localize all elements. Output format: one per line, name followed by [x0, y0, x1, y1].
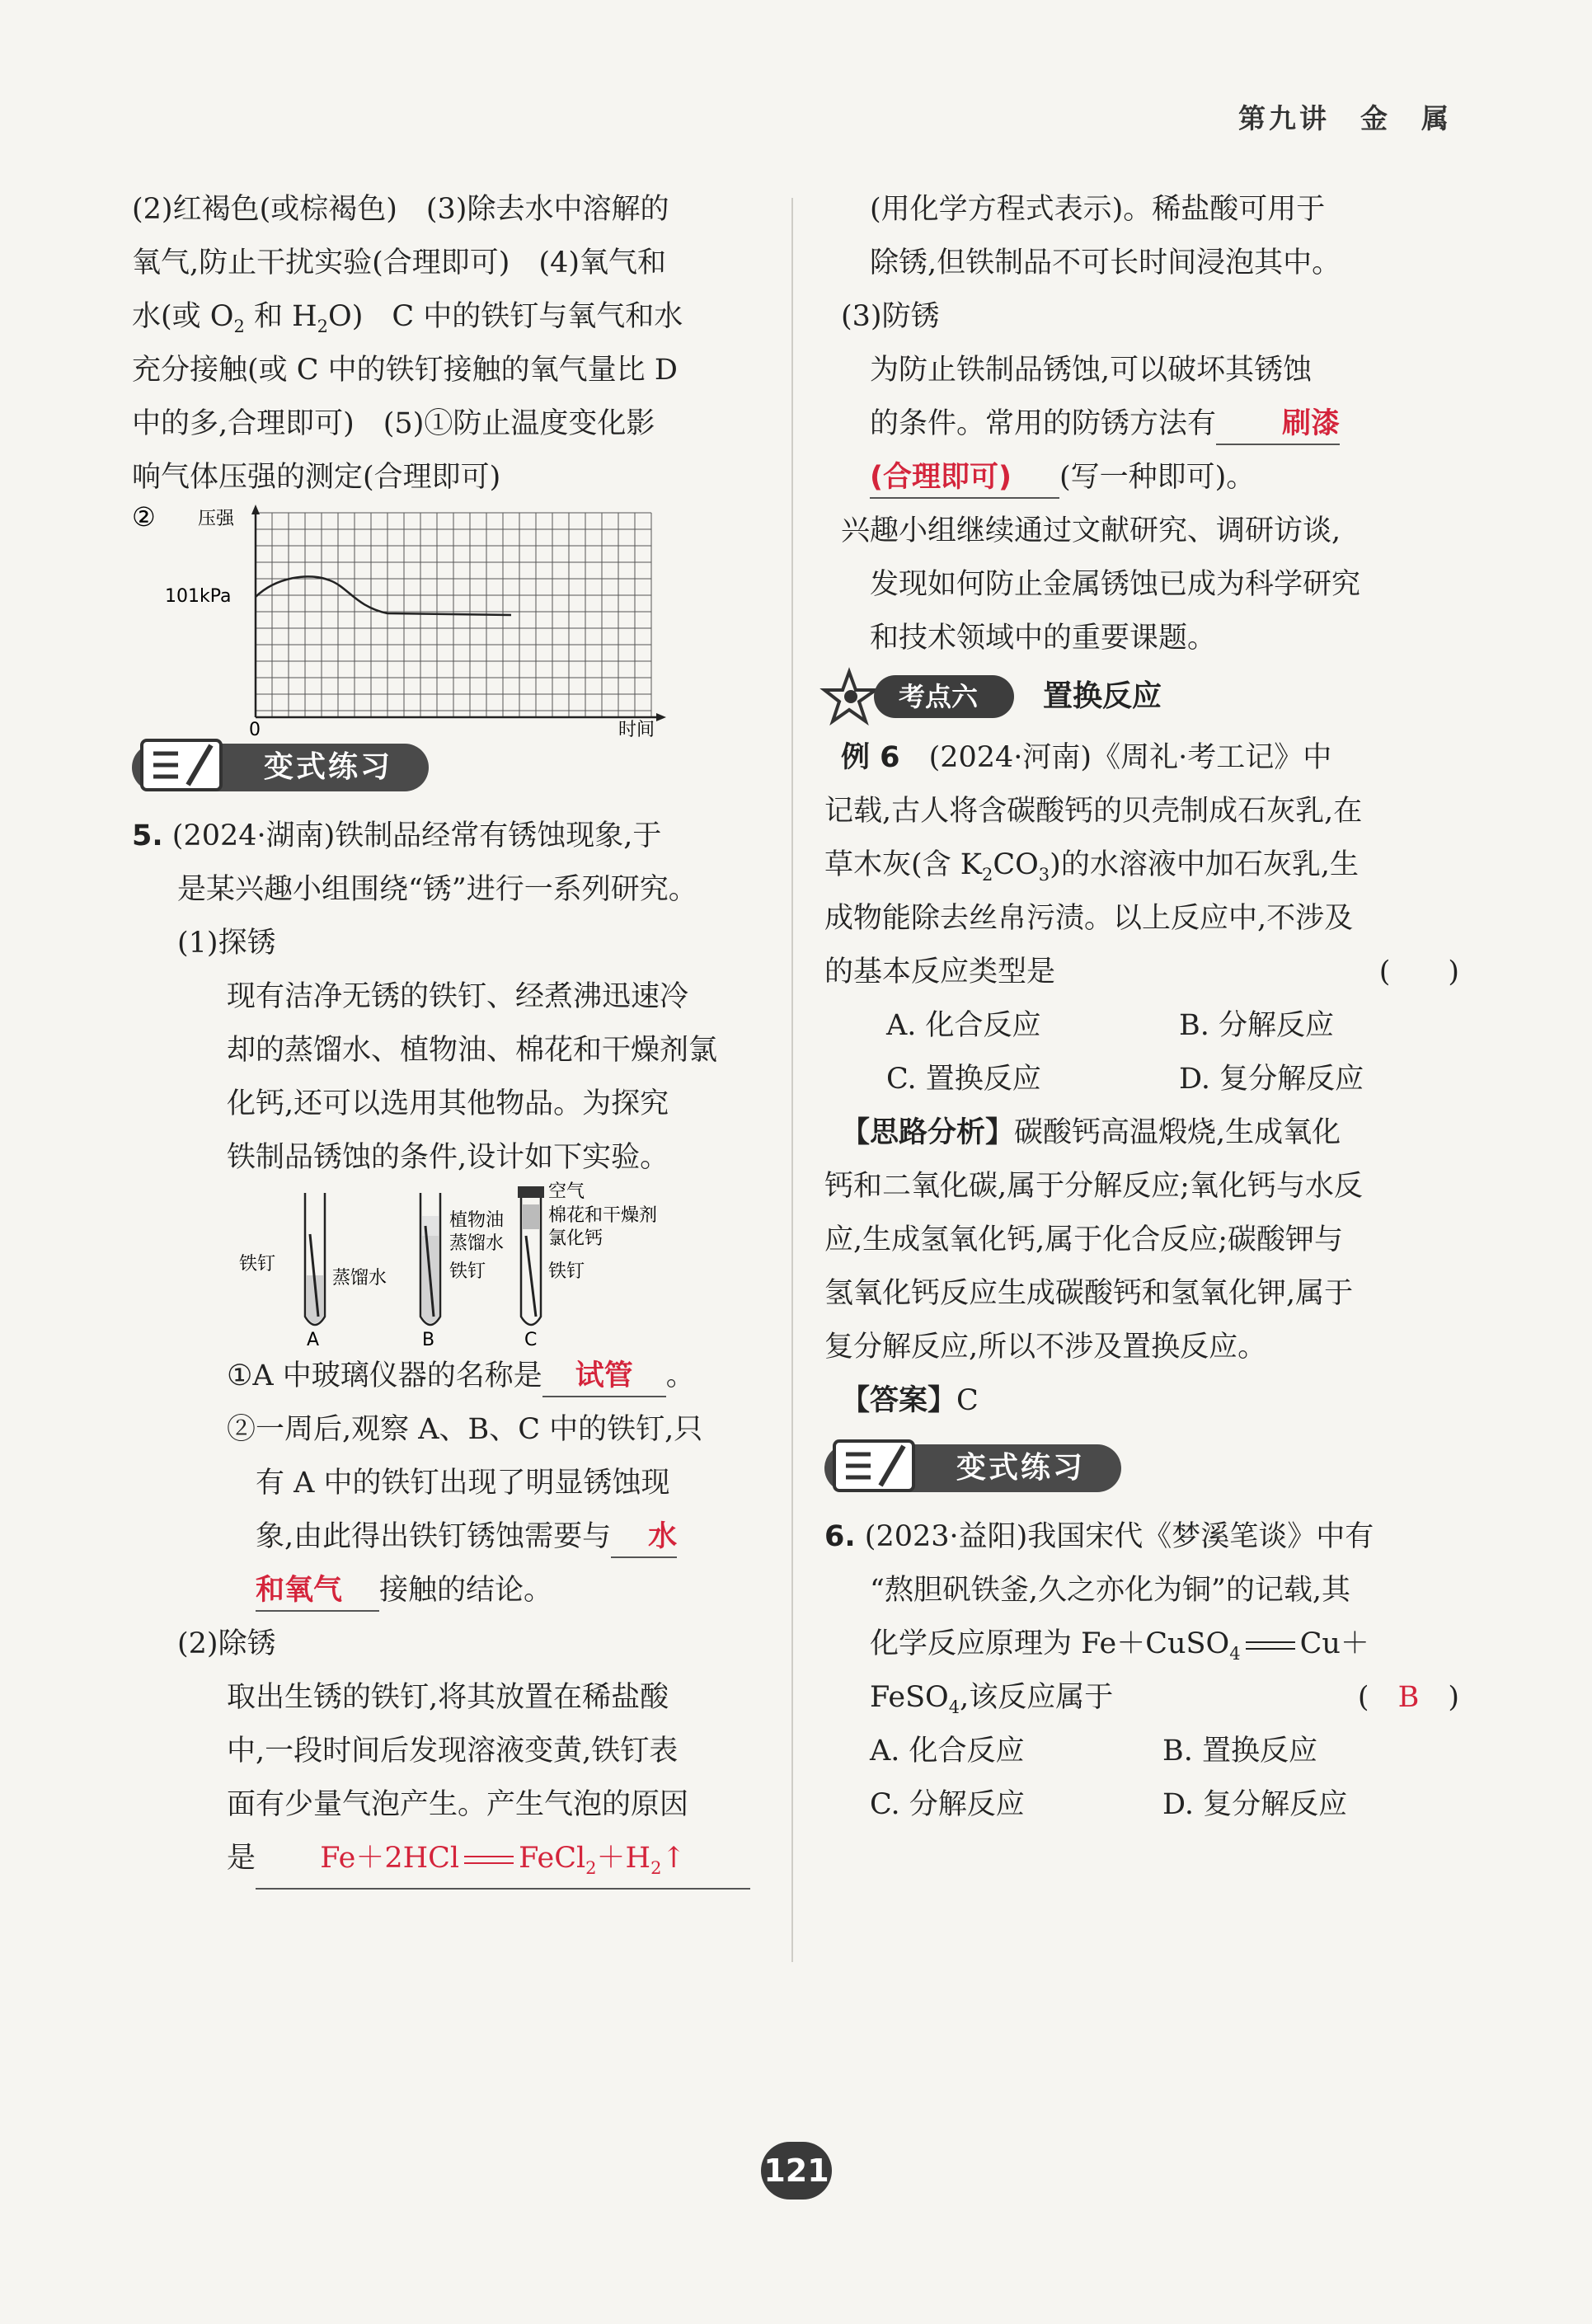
q5-line: 取出生锈的铁钉,将其放置在稀盐酸: [227, 1681, 669, 1714]
subscript: 2: [585, 1858, 597, 1878]
q5-line: (用化学方程式表示)。稀盐酸可用于: [870, 193, 1326, 226]
text: )的水溶液中加石灰乳,生: [1050, 848, 1359, 881]
label: 蒸馏水: [449, 1233, 505, 1254]
option-a: A. 化合反应: [870, 1735, 1025, 1768]
equals-sign: [1246, 1641, 1295, 1650]
q5-part: (2)除锈: [177, 1627, 276, 1660]
text: CO: [993, 848, 1039, 881]
x-axis-arrow: [656, 713, 666, 721]
tube-label: A: [307, 1330, 320, 1350]
text: 和 H: [244, 300, 317, 333]
analysis-line: 氢氧化钙反应生成碳酸钙和氢氧化钾,属于: [824, 1277, 1354, 1310]
answer-blank: 刷漆: [1216, 404, 1340, 445]
pressure-graph: [132, 501, 763, 740]
page-header: 第九讲 金 属: [1238, 102, 1452, 134]
tube-c-cotton: [523, 1204, 539, 1229]
tube-b-oil: [422, 1216, 439, 1236]
q5-line: 为防止铁制品锈蚀,可以破坏其锈蚀: [870, 354, 1313, 387]
question-5: [132, 810, 763, 863]
option-row: [824, 1778, 1459, 1832]
subscript: 4: [1229, 1644, 1241, 1664]
test-tube-svg: [132, 1181, 763, 1350]
example-label: 例 6: [841, 741, 900, 774]
q5-line: 是某兴趣小组围绕“锈”进行一系列研究。: [177, 873, 697, 906]
option-row: [824, 999, 1459, 1053]
tube-label: B: [422, 1330, 435, 1350]
option-c: C. 分解反应: [870, 1788, 1025, 1821]
option-d: D. 复分解反应: [1162, 1788, 1348, 1821]
answer-paren: ( ): [1378, 955, 1459, 988]
gas-arrow: ↑: [661, 1842, 686, 1875]
left-column: [132, 183, 763, 1885]
topic-label: 考点六: [874, 675, 1014, 718]
q5-sub1: [132, 1350, 763, 1403]
q5-line: 却的蒸馏水、植物油、棉花和干燥剂氯: [227, 1034, 718, 1067]
q5-line: 和技术领域中的重要课题。: [870, 622, 1217, 655]
q5-line: 现有洁净无锈的铁钉、经煮沸迅速冷: [227, 980, 689, 1013]
text: 化学反应原理为 Fe＋CuSO: [870, 1627, 1230, 1660]
option-a: A. 化合反应: [886, 1009, 1041, 1042]
example-line: 记载,古人将含碳酸钙的贝壳制成石灰乳,在: [824, 795, 1363, 828]
analysis-line: 应,生成氢氧化钙,属于化合反应;碳酸钾与: [824, 1223, 1344, 1256]
label: 植物油: [449, 1210, 505, 1231]
topic-banner: [824, 665, 1459, 731]
topic-title: 置换反应: [1043, 679, 1162, 713]
answer-line: 充分接触(或 C 中的铁钉接触的氧气量比 D: [132, 354, 678, 387]
text: ,该反应属于: [960, 1681, 1114, 1714]
q5-sub2-line: [132, 1564, 763, 1617]
answer-value: B: [1397, 1681, 1420, 1714]
answer-line: 氧气,防止干扰实验(合理即可) (4)氧气和: [132, 246, 667, 279]
answer-blank: 试管: [542, 1356, 666, 1397]
answer-line: 响气体压强的测定(合理即可): [132, 461, 501, 494]
q5-line: 除锈,但铁制品不可长时间浸泡其中。: [870, 246, 1341, 279]
label: 氯化钙: [548, 1228, 603, 1249]
graph-x-label: 时间: [618, 720, 655, 740]
answer-blank: (合理即可): [870, 458, 1059, 499]
analysis-label: 【思路分析】: [841, 1116, 1015, 1149]
q5-line: 面有少量气泡产生。产生气泡的原因: [227, 1788, 689, 1821]
graph-origin: 0: [249, 720, 261, 740]
text: O) C 中的铁钉与氧气和水: [328, 300, 683, 333]
option-b: B. 置换反应: [1162, 1735, 1317, 1768]
text: 是: [227, 1842, 256, 1875]
example-line: 成物能除去丝帛污渍。以上反应中,不涉及: [824, 902, 1354, 935]
book-icon: [831, 1436, 930, 1495]
subscript: 2: [650, 1858, 662, 1878]
page-number: 121: [761, 2142, 832, 2200]
example-line: [824, 946, 1459, 999]
answer: [824, 1374, 1459, 1428]
q5-line: 铁制品锈蚀的条件,设计如下实验。: [227, 1141, 669, 1174]
text: FeSO: [870, 1681, 949, 1714]
q5-sub2-line: 有 A 中的铁钉出现了明显锈蚀现: [256, 1467, 670, 1500]
q5-sub2: ②一周后,观察 A、B、C 中的铁钉,只: [227, 1413, 703, 1446]
subscript: 2: [233, 317, 245, 336]
text: 象,由此得出铁钉锈蚀需要与: [256, 1520, 612, 1553]
equation-part: FeCl: [519, 1842, 586, 1875]
paren: ): [1448, 1681, 1459, 1714]
label: 铁钉: [548, 1261, 585, 1282]
option-d: D. 复分解反应: [1179, 1063, 1364, 1096]
right-column: [824, 183, 1459, 1832]
pressure-graph-svg: [132, 501, 763, 740]
answer-blank: 和氧气: [256, 1570, 379, 1612]
test-tube-figure: [132, 1181, 763, 1350]
q5-line: 化钙,还可以选用其他物品。为探究: [227, 1087, 669, 1120]
answer-paren: [1358, 1671, 1459, 1725]
answer-line: (2)红褐色(或棕褐色) (3)除去水中溶解的: [132, 193, 669, 226]
y-axis-arrow: [251, 505, 260, 514]
option-row: [824, 1725, 1459, 1778]
label: 铁钉: [239, 1254, 276, 1275]
text: 接触的结论。: [379, 1574, 553, 1607]
answer-line: 中的多,合理即可) (5)①防止温度变化影: [132, 407, 655, 440]
equals-sign: [464, 1856, 514, 1864]
q5-line: 中,一段时间后发现溶液变黄,铁钉表: [227, 1735, 679, 1768]
book-icon: [139, 735, 237, 795]
subscript: 4: [948, 1697, 960, 1717]
example-6: [824, 731, 1459, 785]
subscript: 2: [981, 865, 993, 885]
q6-line: “熬胆矾铁釜,久之亦化为铜”的记载,其: [870, 1574, 1351, 1607]
graph-y-tick: 101kPa: [165, 586, 232, 607]
column-divider: [791, 198, 793, 1962]
analysis-line: 复分解反应,所以不涉及置换反应。: [824, 1331, 1267, 1364]
paren: (: [1357, 1681, 1369, 1714]
text: 的条件。常用的防锈方法有: [870, 407, 1217, 440]
q5-part: (1)探锈: [177, 927, 276, 960]
label: 蒸馏水: [332, 1268, 387, 1289]
equation-answer: [256, 1838, 750, 1890]
text: 的基本反应类型是: [824, 955, 1056, 988]
q5-line: 发现如何防止金属锈蚀已成为科学研究: [870, 568, 1361, 601]
label: 铁钉: [449, 1261, 486, 1282]
text: ①A 中玻璃仪器的名称是: [227, 1359, 542, 1392]
text: 。: [665, 1359, 695, 1392]
practice-banner: [824, 1436, 1459, 1502]
q5-line: [824, 397, 1459, 451]
answer-label: 【答案】: [841, 1384, 957, 1417]
tube-c-stopper: [518, 1186, 544, 1198]
example-line: [824, 838, 1459, 892]
analysis: [824, 1106, 1459, 1160]
pressure-curve: [256, 576, 511, 615]
question-6: [824, 1510, 1459, 1564]
analysis-line: 钙和二氧化碳,属于分解反应;氧化钙与水反: [824, 1170, 1363, 1203]
answer-line: [132, 290, 763, 344]
tube-label: C: [524, 1330, 538, 1350]
text: Cu＋: [1299, 1627, 1369, 1660]
q5-line: [824, 451, 1459, 505]
question-number: 5.: [132, 819, 163, 852]
q5-line: [132, 1832, 763, 1885]
text: 水(或 O: [132, 300, 234, 333]
q5-sub2-line: [132, 1510, 763, 1564]
equation-part: ＋H: [596, 1842, 651, 1875]
answer-blank: 水: [611, 1517, 677, 1558]
text: 草木灰(含 K: [824, 848, 982, 881]
text: (2024·湖南)铁制品经常有锈蚀现象,于: [171, 819, 662, 852]
option-b: B. 分解反应: [1179, 1009, 1334, 1042]
option-row: [824, 1053, 1459, 1106]
label: 棉花和干燥剂: [548, 1205, 658, 1226]
question-number: 6.: [824, 1520, 856, 1553]
q6-line: [824, 1671, 1459, 1725]
text: (2023·益阳)我国宋代《梦溪笔谈》中有: [864, 1520, 1374, 1553]
text: (写一种即可)。: [1059, 461, 1256, 494]
q5-line: 兴趣小组继续通过文献研究、调研访谈,: [841, 514, 1341, 547]
q5-part: (3)防锈: [841, 300, 940, 333]
label: 空气: [548, 1181, 585, 1202]
graph-y-label: 压强: [198, 509, 235, 529]
equation-part: Fe＋2HCl: [320, 1842, 460, 1875]
option-c: C. 置换反应: [886, 1063, 1041, 1096]
subscript: 2: [317, 317, 329, 336]
graph-marker: ②: [132, 501, 156, 533]
text: 碳酸钙高温煅烧,生成氧化: [1014, 1116, 1341, 1149]
nail-c: [526, 1236, 536, 1317]
practice-banner: [132, 735, 763, 801]
answer-value: C: [956, 1384, 979, 1417]
banner-title: 变式练习: [956, 1451, 1086, 1485]
banner-title: 变式练习: [264, 750, 393, 784]
text: (2024·河南)《周礼·考工记》中: [928, 741, 1332, 774]
q6-line: [824, 1617, 1459, 1671]
subscript: 3: [1038, 865, 1050, 885]
